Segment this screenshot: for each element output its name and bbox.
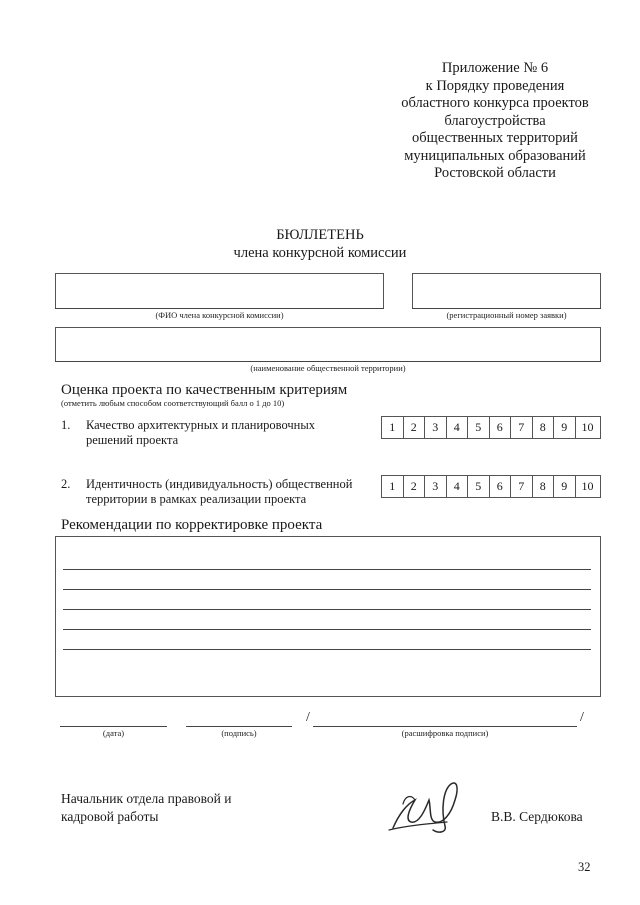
score-cell[interactable]: 5 xyxy=(468,476,490,497)
score-cell[interactable]: 7 xyxy=(511,476,533,497)
slash-left: / xyxy=(306,710,310,725)
score-cell[interactable]: 6 xyxy=(490,417,512,438)
recommendations-footer-row xyxy=(55,677,601,697)
score-cell[interactable]: 2 xyxy=(404,417,426,438)
date-caption: (дата) xyxy=(102,728,125,738)
appendix-line: к Порядку проведения xyxy=(425,77,565,94)
appendix-line: благоустройства xyxy=(444,112,546,129)
signature-caption: (подпись) xyxy=(221,728,257,738)
criterion-2-score-scale xyxy=(381,475,601,498)
score-cell[interactable]: 1 xyxy=(382,476,404,497)
writing-line xyxy=(63,649,591,650)
criterion-text-line2: решений проекта xyxy=(86,433,179,447)
evaluation-heading: Оценка проекта по качественным критериям xyxy=(61,382,348,398)
score-cell[interactable]: 10 xyxy=(581,479,594,493)
signature-line[interactable] xyxy=(186,726,292,727)
territory-name-caption: (наименование общественной территории) xyxy=(250,363,406,373)
criterion-text-line2: территории в рамках реализации проекта xyxy=(86,492,307,506)
score-cell[interactable]: 3 xyxy=(425,476,447,497)
decoding-caption: (расшифровка подписи) xyxy=(401,728,489,738)
appendix-line: общественных территорий xyxy=(412,130,578,146)
member-name-caption: (ФИО члена конкурсной комиссии) xyxy=(155,310,284,320)
member-name-field[interactable] xyxy=(55,273,384,309)
score-cell[interactable]: 3 xyxy=(425,417,447,438)
decoding-line[interactable] xyxy=(313,726,577,727)
appendix-line: муниципальных образований xyxy=(404,147,586,164)
criterion-1 xyxy=(61,417,381,451)
member-name-underline xyxy=(55,308,384,309)
writing-line xyxy=(63,629,591,630)
position-line-2: кадровой работы xyxy=(61,809,159,824)
date-line[interactable] xyxy=(60,726,167,727)
recommendations-heading: Рекомендации по корректировке проекта xyxy=(61,517,323,533)
score-cell[interactable]: 8 xyxy=(533,417,555,438)
score-cell[interactable]: 10 xyxy=(581,420,594,434)
ballot-title: БЮЛЛЕТЕНЬ xyxy=(276,227,364,243)
score-cell[interactable]: 2 xyxy=(404,476,426,497)
score-cell[interactable]: 8 xyxy=(533,476,555,497)
score-cell[interactable]: 9 xyxy=(554,476,576,497)
appendix-line: Ростовской области xyxy=(434,165,556,181)
writing-line xyxy=(63,609,591,610)
criterion-number: 2. xyxy=(61,477,71,491)
territory-name-underline xyxy=(55,361,601,362)
signatory-name: В.В. Сердюкова xyxy=(491,809,583,824)
position-line-1: Начальник отдела правовой и xyxy=(61,791,232,806)
registration-number-field[interactable] xyxy=(412,273,601,309)
score-cell[interactable]: 5 xyxy=(468,417,490,438)
page-number: 32 xyxy=(578,860,591,874)
slash-right: / xyxy=(580,710,584,725)
criterion-2 xyxy=(61,476,381,510)
score-cell[interactable]: 1 xyxy=(382,417,404,438)
appendix-line: областного конкурса проектов xyxy=(401,95,589,111)
recommendations-field[interactable] xyxy=(55,536,601,679)
writing-line xyxy=(63,589,591,590)
score-cell[interactable]: 9 xyxy=(554,417,576,438)
score-cell[interactable]: 6 xyxy=(490,476,512,497)
writing-line xyxy=(63,569,591,570)
criterion-text-line1: Идентичность (индивидуальность) общественной xyxy=(86,477,353,491)
criterion-number: 1. xyxy=(61,418,71,432)
score-cell[interactable]: 7 xyxy=(511,417,533,438)
registration-number-underline xyxy=(412,308,601,309)
registration-number-caption: (регистрационный номер заявки) xyxy=(446,310,567,320)
score-cell[interactable]: 4 xyxy=(447,476,469,497)
score-cell[interactable]: 4 xyxy=(447,417,469,438)
criterion-1-score-scale xyxy=(381,416,601,439)
evaluation-note: (отметить любым способом соответствующий балл о 1 до 10) xyxy=(61,398,285,408)
territory-name-field[interactable] xyxy=(55,327,601,362)
appendix-line: Приложение № 6 xyxy=(441,60,549,76)
appendix-header xyxy=(380,60,610,183)
handwritten-signature xyxy=(385,770,475,840)
ballot-subtitle: члена конкурсной комиссии xyxy=(233,245,407,261)
criterion-text-line1: Качество архитектурных и планировочных xyxy=(86,418,316,432)
